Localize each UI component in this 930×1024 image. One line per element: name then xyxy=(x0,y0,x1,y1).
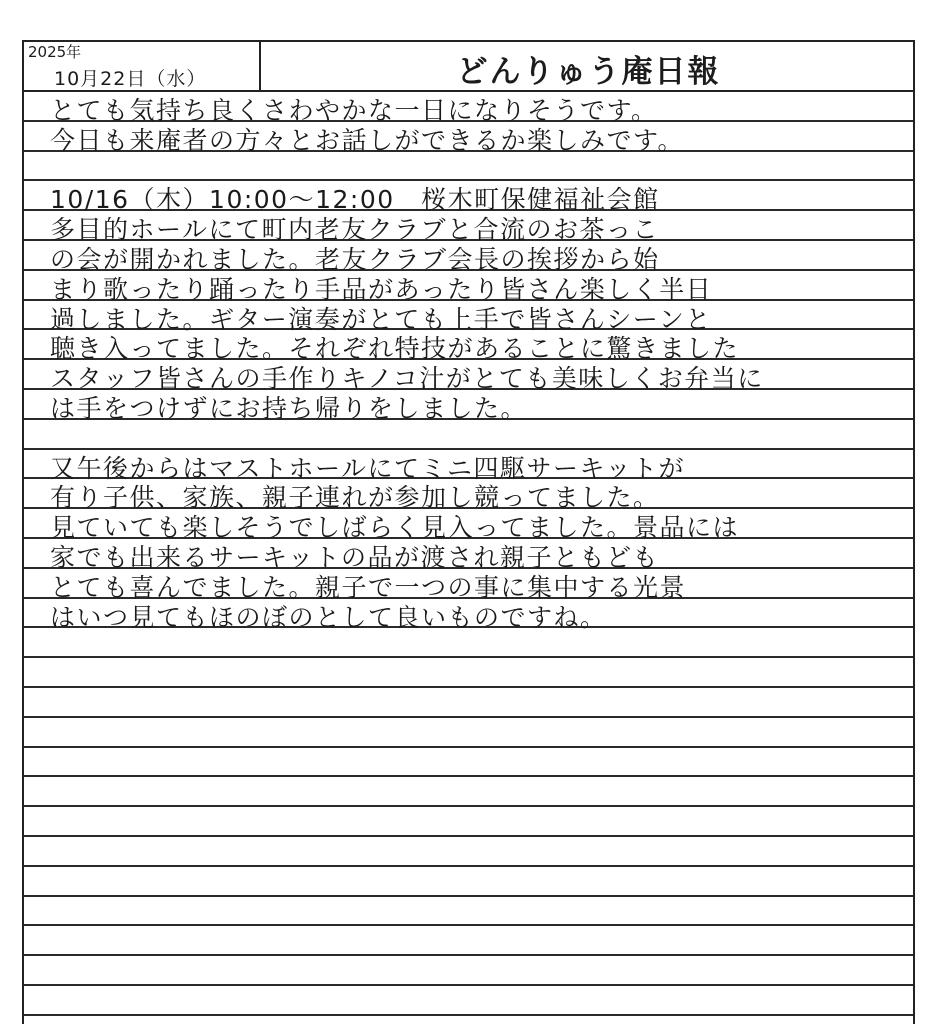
ruled-line xyxy=(24,895,913,897)
diary-line: は手をつけずにお持ち帰りをしました。 xyxy=(50,394,528,423)
diary-line: はいつ見てもほのぼのとして良いものですね。 xyxy=(50,602,607,632)
ruled-line xyxy=(24,686,913,688)
diary-sheet xyxy=(22,40,915,1024)
diary-line: 家でも出来るサーキットの品が渡され親子ともども xyxy=(50,543,660,572)
diary-line: まり歌ったり踊ったり手品があったり皆さん楽しく半日 xyxy=(50,274,713,304)
diary-line: 10/16（木）10:00〜12:00 桜木町保健福祉会館 xyxy=(50,185,660,215)
diary-line: とても喜んでました。親子で一つの事に集中する光景 xyxy=(50,572,687,602)
diary-line: スタッフ皆さんの手作りキノコ汁がとても美味しくお弁当に xyxy=(50,364,764,394)
ruled-line xyxy=(24,775,913,777)
diary-line: とても気持ち良くさわやかな一日になりそうです。 xyxy=(50,96,658,125)
ruled-line xyxy=(24,1014,913,1016)
ruled-line xyxy=(24,865,913,867)
date-box xyxy=(24,42,261,90)
diary-line: 見ていても楽しそうでしばらく見入ってました。景品には xyxy=(50,513,740,543)
ruled-line xyxy=(24,805,913,807)
diary-line: 過しました。ギター演奏がとても上手で皆さんシーンと xyxy=(50,304,712,334)
diary-line: の会が開かれました。老友クラブ会長の挨拶から始 xyxy=(50,245,660,274)
diary-line: 今日も来庵者の方々とお話しができるか楽しみです。 xyxy=(50,125,685,155)
ruled-line xyxy=(24,656,913,658)
ruled-line xyxy=(24,954,913,956)
date-year: 2025年 xyxy=(28,43,82,61)
diary-line: 有り子供、家族、親子連れが参加し競ってました。 xyxy=(50,483,660,513)
header-row xyxy=(24,42,913,92)
date-day: 10月22日（水） xyxy=(54,68,207,90)
ruled-line xyxy=(24,984,913,986)
diary-line: 聴き入ってました。それぞれ特技があることに驚きました xyxy=(50,334,740,364)
ruled-line xyxy=(24,716,913,718)
ruled-line xyxy=(24,835,913,837)
page-title: どんりゅう庵日報 xyxy=(456,54,721,90)
diary-line: 又午後からはマストホールにてミニ四駆サーキットが xyxy=(50,453,686,483)
diary-line: 多目的ホールにて町内老友クラブと合流のお茶っこ xyxy=(50,215,660,245)
ruled-line xyxy=(24,746,913,748)
ruled-line xyxy=(24,924,913,926)
